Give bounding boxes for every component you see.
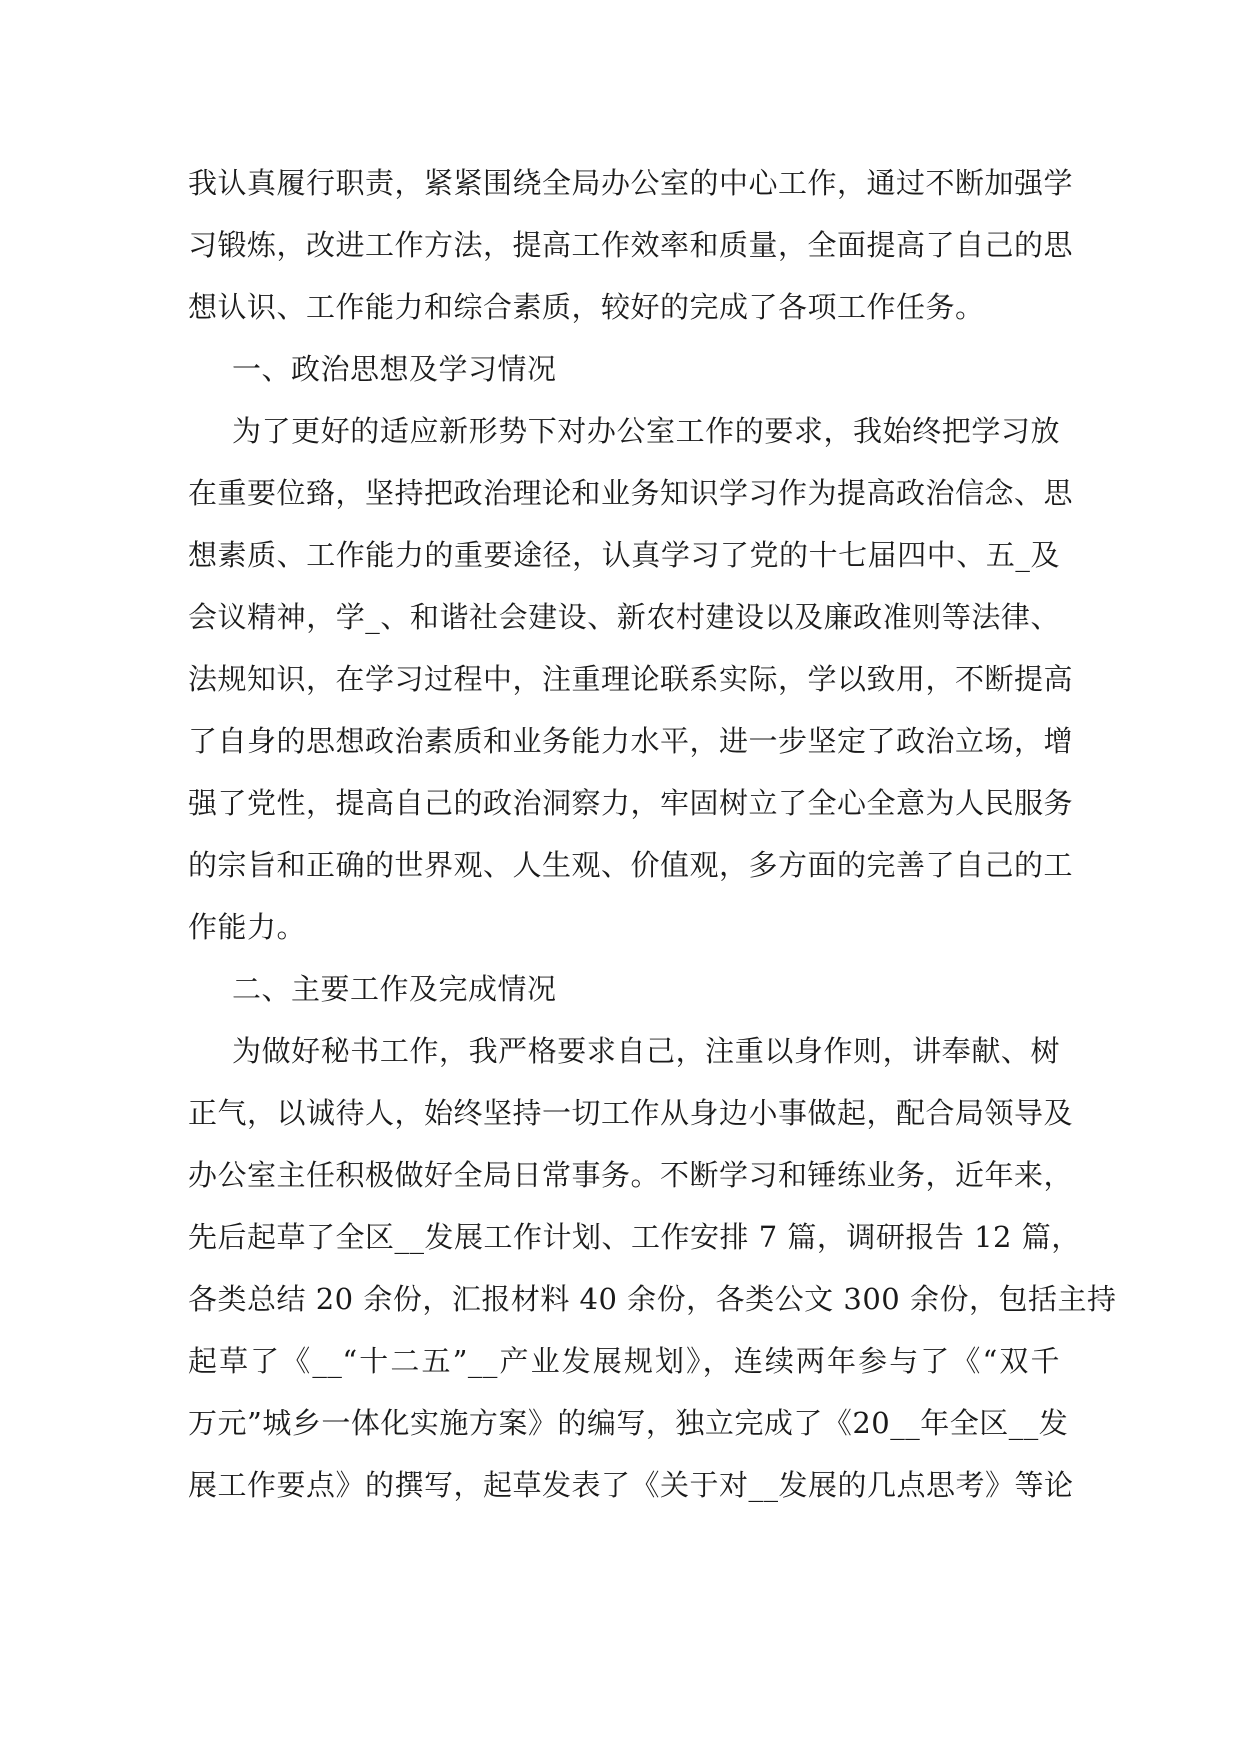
document-body (188, 152, 1117, 1516)
paragraph-line: 想认识、工作能力和综合素质，较好的完成了各项工作任务。 (188, 290, 985, 324)
paragraph-line: 为做好秘书工作，我严格要求自己，注重以身作则，讲奉献、树 (232, 1034, 1060, 1068)
paragraph-line: 习锻炼，改进工作方法，提高工作效率和质量，全面提高了自己的思 (188, 228, 1074, 262)
paragraph-line: 会议精神，学_、和谐社会建设、新农村建设以及廉政准则等法律、 (188, 600, 1060, 634)
paragraph-line: 正气，以诚待人，始终坚持一切工作从身边小事做起，配合局领导及 (188, 1096, 1074, 1130)
paragraph-line: 强了党性，提高自己的政治洞察力，牢固树立了全心全意为人民服务 (188, 786, 1074, 820)
paragraph-line: 的宗旨和正确的世界观、人生观、价值观，多方面的完善了自己的工 (188, 848, 1074, 882)
paragraph-line: 想素质、工作能力的重要途径，认真学习了党的十七届四中、五_及 (188, 538, 1060, 572)
paragraph-line: 办公室主任积极做好全局日常事务。不断学习和锤练业务，近年来， (188, 1158, 1074, 1192)
paragraph-line: 在重要位臵，坚持把政治理论和业务知识学习作为提高政治信念、思 (188, 476, 1074, 510)
paragraph-line: 了自身的思想政治素质和业务能力水平，进一步坚定了政治立场，增 (188, 724, 1074, 758)
paragraph-line: 法规知识，在学习过程中，注重理论联系实际，学以致用，不断提高 (188, 662, 1074, 696)
paragraph-line: 为了更好的适应新形势下对办公室工作的要求，我始终把学习放 (232, 414, 1060, 448)
paragraph-line: 先后起草了全区__发展工作计划、工作安排 7 篇，调研报告 12 篇， (188, 1220, 1081, 1254)
section-heading: 二、主要工作及完成情况 (232, 972, 557, 1006)
paragraph-line: 作能力。 (188, 910, 307, 944)
section-heading: 一、政治思想及学习情况 (232, 352, 557, 386)
paragraph-line: 各类总结 20 余份，汇报材料 40 余份，各类公文 300 余份，包括主持 (188, 1282, 1117, 1316)
paragraph-line: 展工作要点》的撰写，起草发表了《关于对__发展的几点思考》等论 (188, 1468, 1074, 1502)
paragraph-line: 我认真履行职责，紧紧围绕全局办公室的中心工作，通过不断加强学 (188, 166, 1074, 200)
paragraph-line: 起草了《__“十二五”__产业发展规划》，连续两年参与了《“双千 (188, 1344, 1060, 1378)
paragraph-line: 万元”城乡一体化实施方案》的编写，独立完成了《20__年全区__发 (188, 1406, 1069, 1440)
